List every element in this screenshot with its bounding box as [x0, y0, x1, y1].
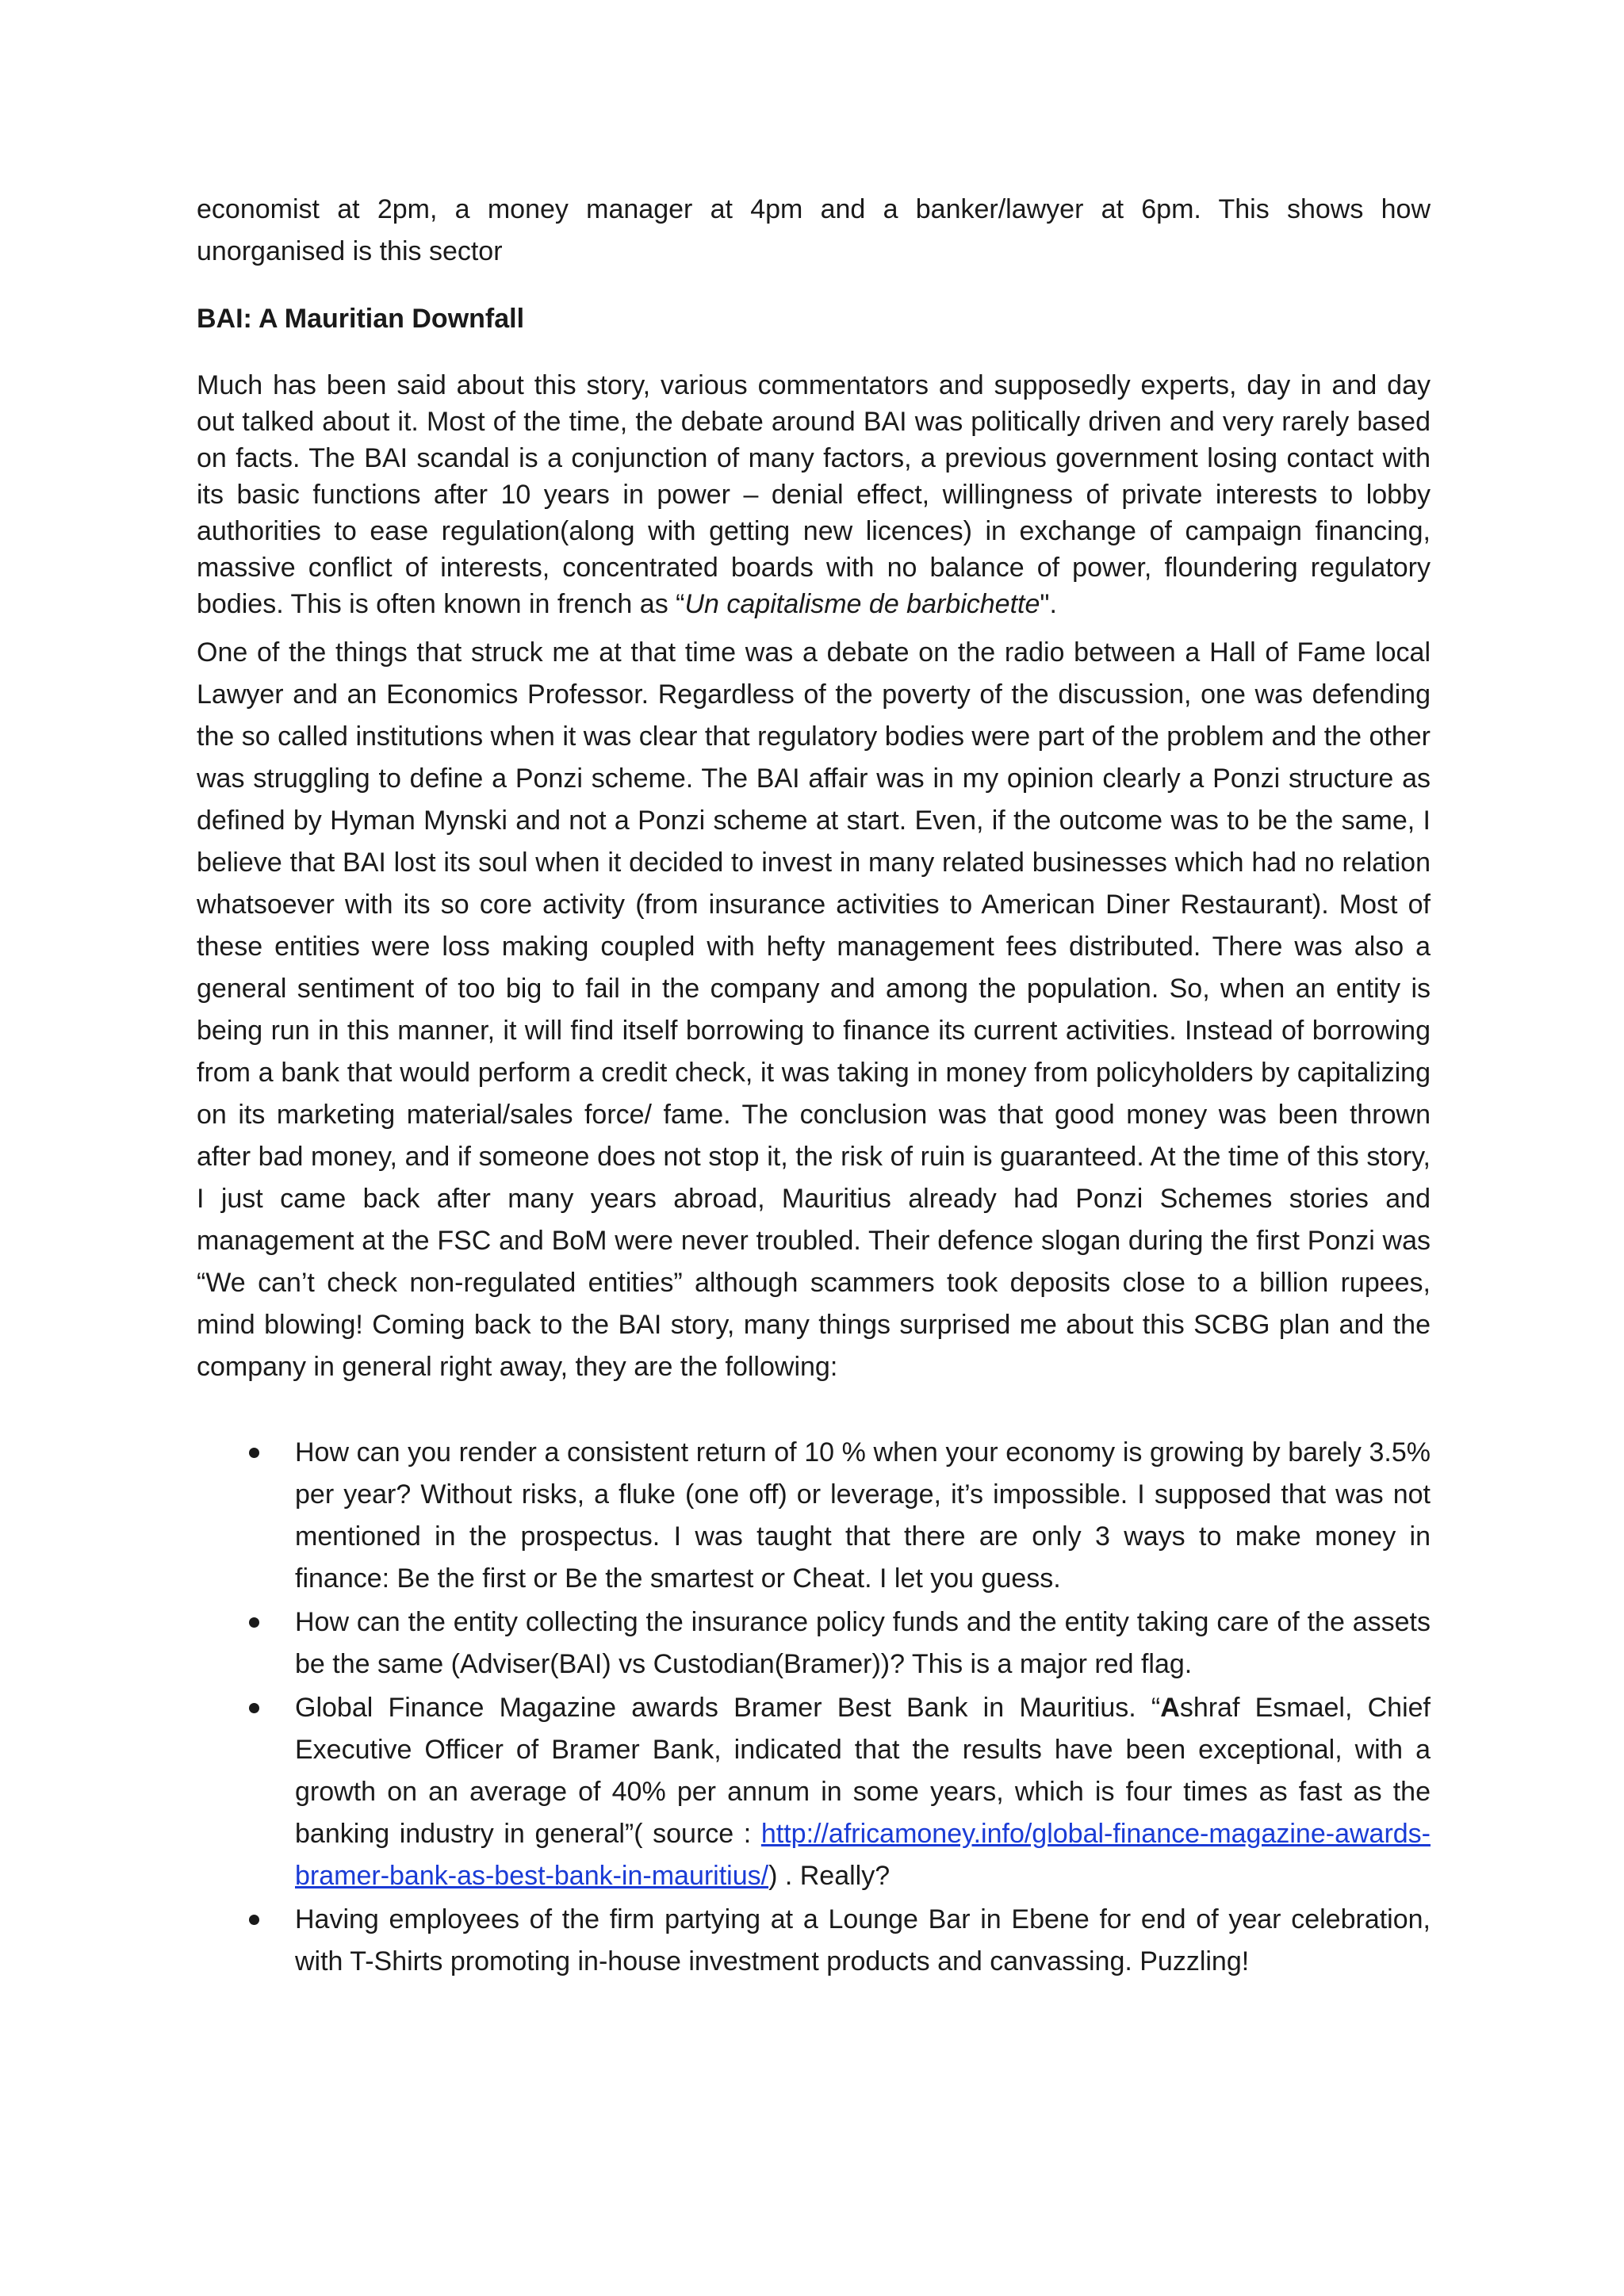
bullet-icon [249, 1448, 259, 1458]
list-item [197, 1687, 1431, 1897]
list-item-text: How can the entity collecting the insurance policy funds and the entity taking care of the assets be the same (Adviser(BAI) vs Custodian(Bramer))? This is a major red flag. [295, 1607, 1431, 1679]
list-item-text-cont: shraf Esmael, Chief Executive Officer of Bramer Bank, indicated that the results have been exceptional, with a growth on an average of 40% per annum in some years, which is four times as fast as the banking industry in general”( source : [295, 1693, 1431, 1849]
list-item-text-end: ) . Really? [768, 1861, 891, 1891]
section-heading: BAI: A Mauritian Downfall [197, 304, 525, 334]
bullet-list [197, 1432, 1431, 1983]
list-item [197, 1899, 1431, 1983]
document-page [197, 189, 1431, 1984]
bullet-icon [249, 1703, 259, 1713]
paragraph-bai-scandal [197, 367, 1431, 622]
paragraph-text: Much has been said about this story, various commentators and supposedly experts, day in and day out talked about it. Most of the time, the debate around BAI was politically driven and very rarely based on facts. The BAI scandal is a conjunction of many factors, a previous government losing contact with its basic functions after 10 years in power – denial effect, willingness of private interests to lobby authorities to ease regulation(along with getting new licences) in exchange of campaign financing, massive conflict of interests, concentrated boards with no balance of power, floundering regulatory bodies. This is often known in french as “ [197, 370, 1431, 619]
italic-phrase: Un capitalisme de barbichette [684, 589, 1040, 619]
list-item-text: Global Finance Magazine awards Bramer Best Bank in Mauritius. “ [295, 1693, 1161, 1723]
paragraph-text-end: ". [1040, 589, 1057, 619]
intro-paragraph: economist at 2pm, a money manager at 4pm and a banker/lawyer at 6pm. This shows how unorganised is this sector [197, 194, 1431, 266]
bullet-icon [249, 1915, 259, 1925]
list-item-text: How can you render a consistent return of 10 % when your economy is growing by barely 3.5% per year? Without risks, a fluke (one off) or leverage, it’s impossible. I supposed that was not mentioned in the prospectus. I was taught that there are only 3 ways to make money in finance: Be the first or Be the smartest or Cheat. I let you guess. [295, 1437, 1431, 1594]
list-item-text: Having employees of the firm partying at a Lounge Bar in Ebene for end of year celebration, with T-Shirts promoting in-house investment products and canvassing. Puzzling! [295, 1904, 1431, 1976]
list-item [197, 1432, 1431, 1600]
bold-letter: A [1160, 1693, 1180, 1723]
bullet-icon [249, 1617, 259, 1628]
list-item [197, 1601, 1431, 1686]
paragraph-radio-debate: One of the things that struck me at that time was a debate on the radio between a Hall of Fame local Lawyer and an Economics Professor. Regardless of the poverty of the discussion, one was defending the so called institutions when it was clear that regulatory bodies were part of the problem and the other was struggling to define a Ponzi scheme. The BAI affair was in my opinion clearly a Ponzi structure as defined by Hyman Mynski and not a Ponzi scheme at start. Even, if the outcome was to be the same, I believe that BAI lost its soul when it decided to invest in many related businesses which had no relation whatsoever with its so core activity (from insurance activities to American Diner Restaurant). Most of these entities were loss making coupled with hefty management fees distributed. There was also a general sentiment of too big to fail in the company and among the population. So, when an entity is being run in this manner, it will find itself borrowing to finance its current activities. Instead of borrowing from a bank that would perform a credit check, it was taking in money from policyholders by capitalizing on its marketing material/sales force/ fame. The conclusion was that good money was been thrown after bad money, and if someone does not stop it, the risk of ruin is guaranteed. At the time of this story, I just came back after many years abroad, Mauritius already had Ponzi Schemes stories and management at the FSC and BoM were never troubled. Their defence slogan during the first Ponzi was “We can’t check non-regulated entities” although scammers took deposits close to a billion rupees, mind blowing! Coming back to the BAI story, many things surprised me about this SCBG plan and the company in general right away, they are the following: [197, 637, 1431, 1382]
source-link[interactable]: http://africamoney.info/global-finance-magazine-awards-bramer-bank-as-best-bank-in-mauritius/ [295, 1819, 1431, 1891]
